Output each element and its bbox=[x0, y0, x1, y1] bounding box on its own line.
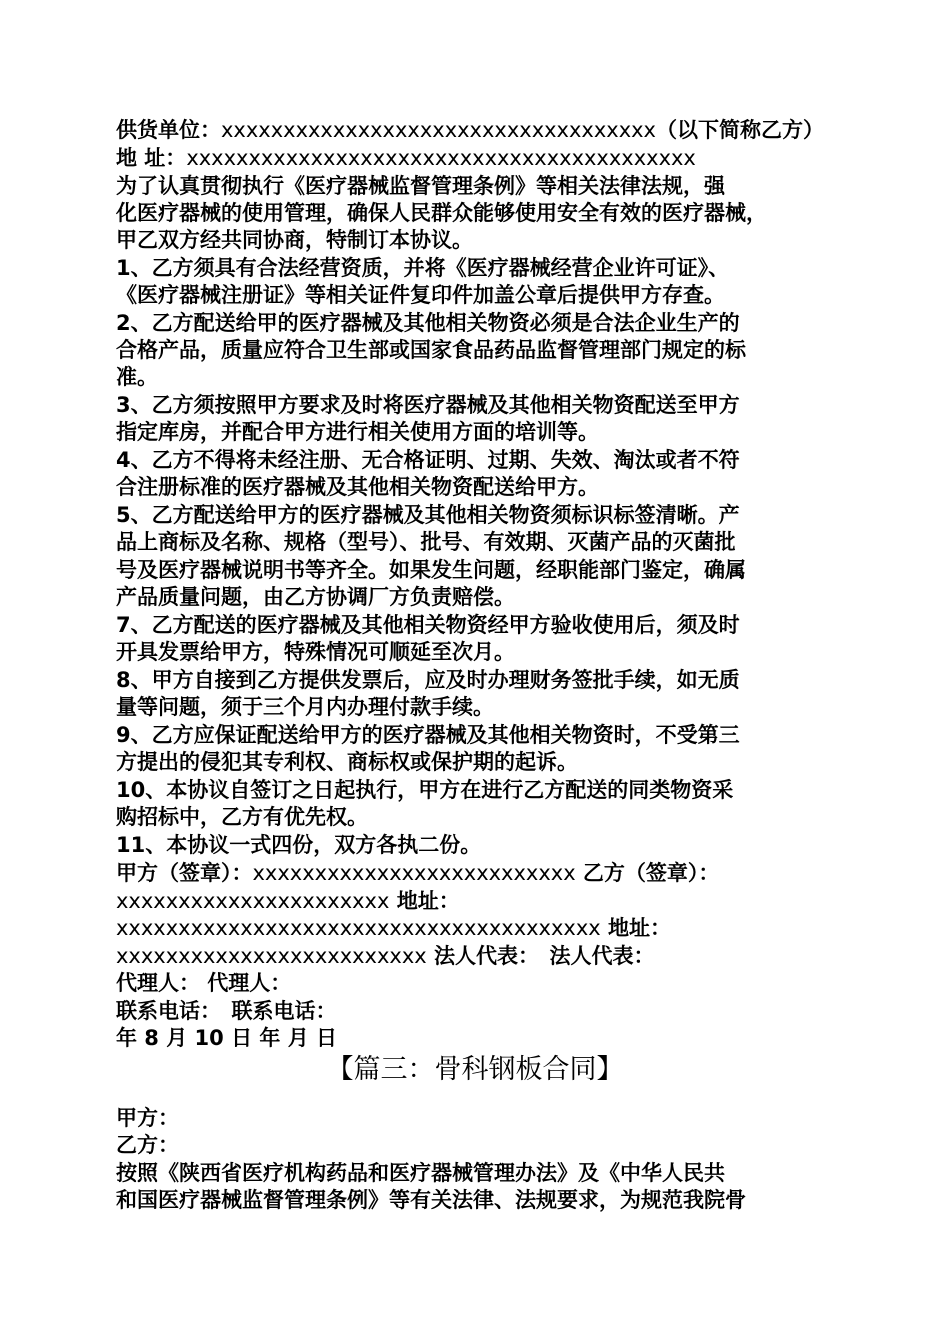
party-a-sign-label: 甲方（签章）： bbox=[116, 861, 253, 885]
signature-value: xxxxxxxxxxxxxxxxxxxxxx bbox=[116, 889, 390, 913]
body-line: 购招标中，乙方有优先权。 bbox=[116, 805, 368, 829]
body-line: 按照《陕西省医疗机构药品和医疗器械管理办法》及《中华人民共 bbox=[116, 1161, 725, 1185]
body-line: 准。 bbox=[116, 365, 158, 389]
body-line: 化医疗器械的使用管理，确保人民群众能够使用安全有效的医疗器械， bbox=[116, 201, 767, 225]
date-line: 年 8 月 10 日 年 月 日 bbox=[116, 1026, 338, 1050]
signature-line-2 bbox=[116, 888, 846, 915]
address-line bbox=[116, 145, 846, 172]
address-label: 地 址： bbox=[116, 146, 187, 170]
supplier-value: xxxxxxxxxxxxxxxxxxxxxxxxxxxxxxxxxxx bbox=[221, 118, 656, 142]
signature-line-1 bbox=[116, 860, 846, 887]
body-line: 11、本协议一式四份，双方各执二份。 bbox=[116, 833, 482, 857]
body-line: 《医疗器械注册证》等相关证件复印件加盖公章后提供甲方存查。 bbox=[116, 283, 725, 307]
body-line: 3、乙方须按照甲方要求及时将医疗器械及其他相关物资配送至甲方 bbox=[116, 393, 740, 417]
agent-line: 代理人： 代理人： bbox=[116, 971, 292, 995]
address-value: xxxxxxxxxxxxxxxxxxxxxxxxx bbox=[116, 944, 427, 968]
body-line: 量等问题，须于三个月内办理付款手续。 bbox=[116, 695, 494, 719]
address-label: 地址： bbox=[389, 889, 460, 913]
body-line: 9、乙方应保证配送给甲方的医疗器械及其他相关物资时，不受第三 bbox=[116, 723, 740, 747]
party-b-line: 乙方： bbox=[116, 1133, 179, 1157]
body-line: 号及医疗器械说明书等齐全。如果发生问题，经职能部门鉴定，确属 bbox=[116, 558, 746, 582]
body-line: 甲乙双方经共同协商，特制订本协议。 bbox=[116, 228, 473, 252]
address-value: xxxxxxxxxxxxxxxxxxxxxxxxxxxxxxxxxxxxxxx bbox=[116, 916, 601, 940]
body-line: 5、乙方配送给甲方的医疗器械及其他相关物资须标识标签清晰。产 bbox=[116, 503, 740, 527]
body-line: 1、乙方须具有合法经营资质，并将《医疗器械经营企业许可证》、 bbox=[116, 256, 730, 280]
section-heading: 【篇三：骨科钢板合同】 bbox=[326, 1054, 624, 1085]
body-line: 产品质量问题，由乙方协调厂方负责赔偿。 bbox=[116, 585, 515, 609]
party-a-line: 甲方： bbox=[116, 1106, 179, 1130]
supplier-label: 供货单位： bbox=[116, 118, 221, 142]
body-line: 品上商标及名称、规格（型号）、批号、有效期、灭菌产品的灭菌批 bbox=[116, 530, 736, 554]
body-line: 合注册标准的医疗器械及其他相关物资配送给甲方。 bbox=[116, 475, 599, 499]
body-line: 为了认真贯彻执行《医疗器械监督管理条例》等相关法律法规，强 bbox=[116, 174, 725, 198]
body-line: 10、本协议自签订之日起执行，甲方在进行乙方配送的同类物资采 bbox=[116, 778, 734, 802]
body-line: 4、乙方不得将未经注册、无合格证明、过期、失效、淘汰或者不符 bbox=[116, 448, 740, 472]
address-value: xxxxxxxxxxxxxxxxxxxxxxxxxxxxxxxxxxxxxxxxx bbox=[186, 146, 696, 170]
legal-representative-label: 法人代表： 法人代表： bbox=[426, 944, 655, 968]
supplier-suffix: （以下简称乙方） bbox=[655, 118, 824, 142]
body-line: 合格产品，质量应符合卫生部或国家食品药品监督管理部门规定的标 bbox=[116, 338, 746, 362]
body-line: 开具发票给甲方，特殊情况可顺延至次月。 bbox=[116, 640, 515, 664]
phone-line: 联系电话： 联系电话： bbox=[116, 999, 337, 1023]
body-line: 7、乙方配送的医疗器械及其他相关物资经甲方验收使用后，须及时 bbox=[116, 613, 740, 637]
signature-line-3 bbox=[116, 915, 846, 942]
body-line: 方提出的侵犯其专利权、商标权或保护期的起诉。 bbox=[116, 750, 578, 774]
body-line: 2、乙方配送给甲的医疗器械及其他相关物资必须是合法企业生产的 bbox=[116, 311, 740, 335]
body-line: 和国医疗器械监督管理条例》等有关法律、法规要求，为规范我院骨 bbox=[116, 1188, 746, 1212]
address-label: 地址： bbox=[600, 916, 671, 940]
supplier-line bbox=[116, 117, 846, 144]
party-b-sign-label: 乙方（签章）： bbox=[575, 861, 720, 885]
body-line: 指定库房，并配合甲方进行相关使用方面的培训等。 bbox=[116, 420, 599, 444]
signature-line-4 bbox=[116, 943, 846, 970]
body-line: 8、甲方自接到乙方提供发票后，应及时办理财务签批手续，如无质 bbox=[116, 668, 740, 692]
party-a-sign-value: xxxxxxxxxxxxxxxxxxxxxxxxxx bbox=[252, 861, 576, 885]
